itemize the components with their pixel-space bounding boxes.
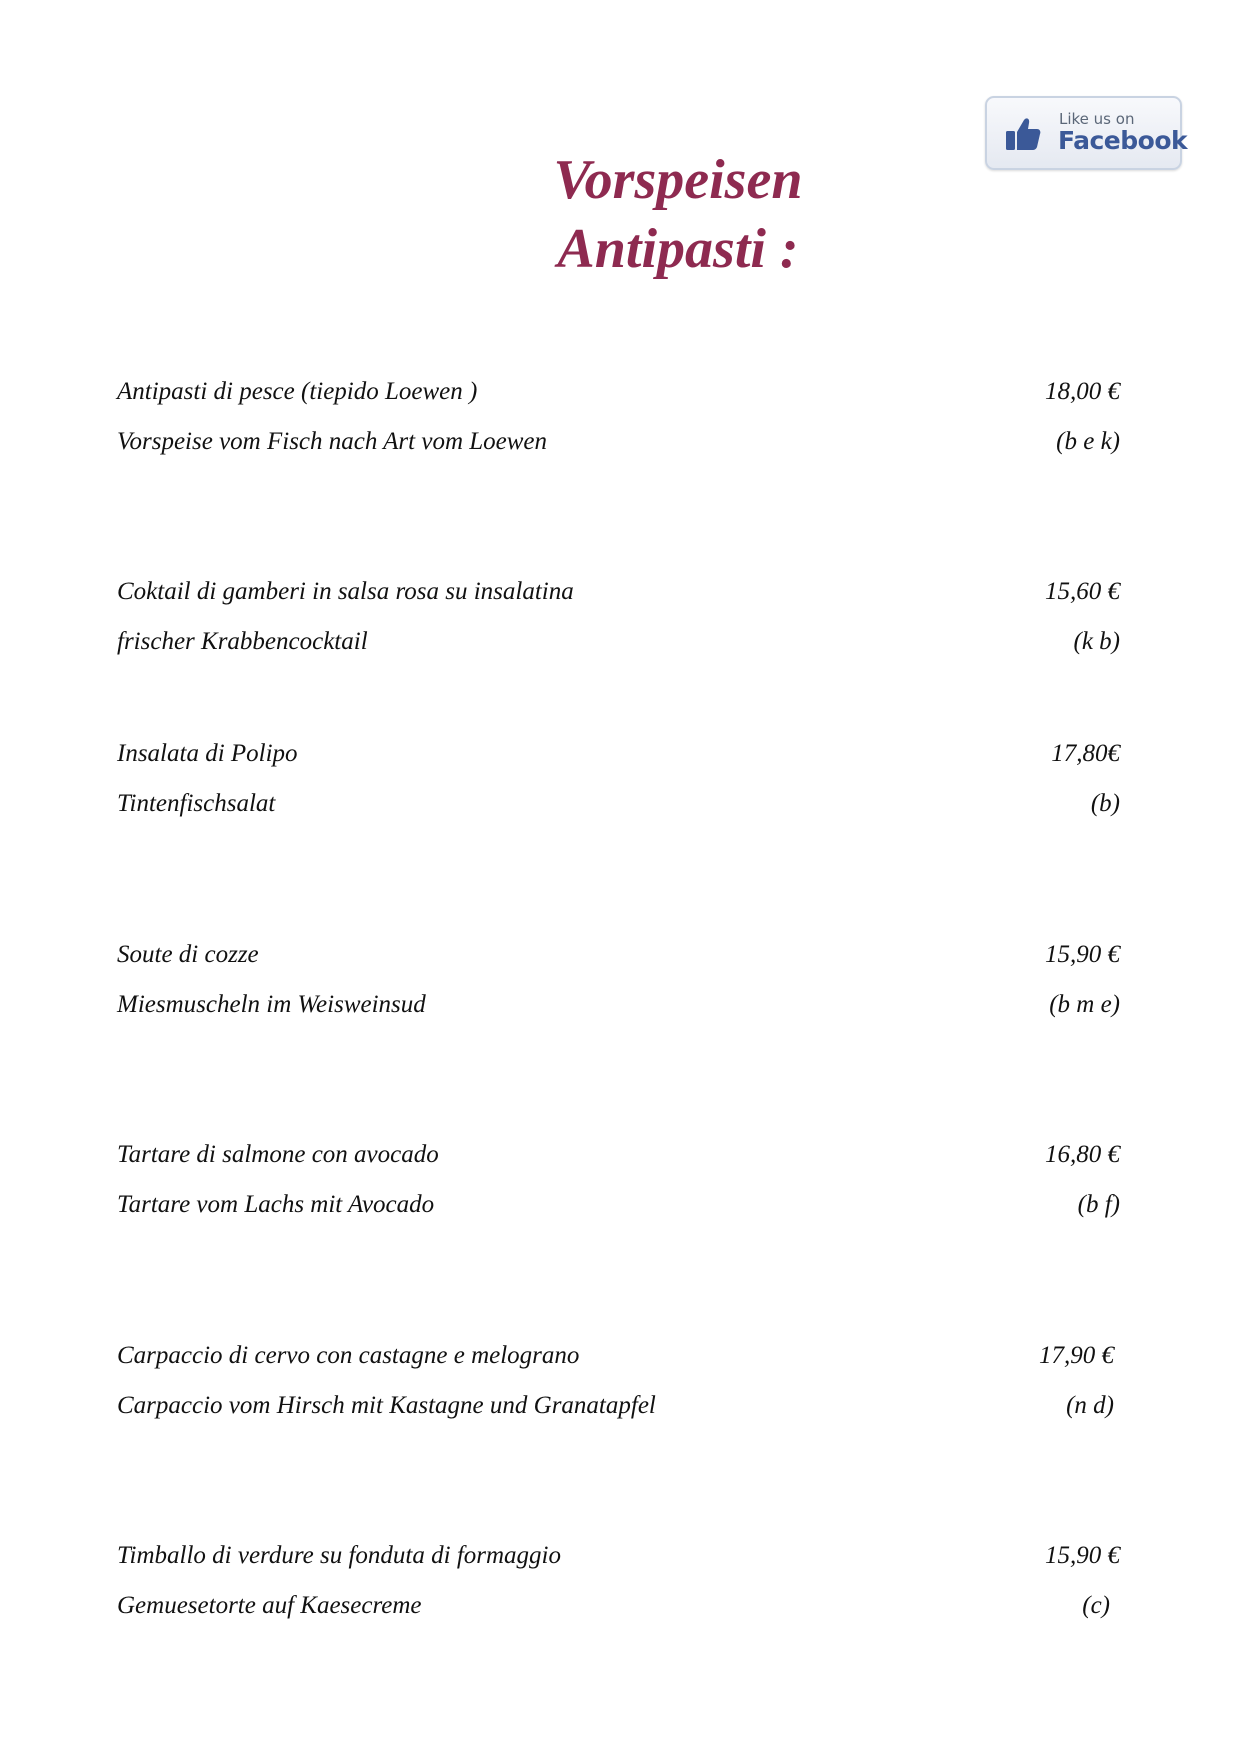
dish-price: 16,80 €: [1045, 1141, 1120, 1168]
dish-price: 15,60 €: [1045, 578, 1120, 605]
dish-name-italian: Tartare di salmone con avocado: [117, 1141, 439, 1168]
menu-item: [117, 1142, 1120, 1232]
dish-name-italian: Antipasti di pesce (tiepido Loewen ): [117, 378, 478, 405]
dish-price: 17,90 €: [1039, 1342, 1114, 1369]
facebook-like-button[interactable]: [985, 96, 1188, 170]
dish-name-italian: Insalata di Polipo: [117, 740, 298, 767]
dish-price: 15,90 €: [1045, 1542, 1120, 1569]
dish-name-italian: Coktail di gamberi in salsa rosa su insalatina: [117, 578, 574, 605]
dish-name-german: Gemuesetorte auf Kaesecreme: [117, 1592, 422, 1619]
dish-name-german: frischer Krabbencocktail: [117, 628, 368, 655]
dish-allergens: (n d): [1066, 1392, 1114, 1419]
dish-allergens: (b): [1090, 790, 1120, 817]
menu-item: [117, 741, 1120, 831]
dish-name-german: Carpaccio vom Hirsch mit Kastagne und Granatapfel: [117, 1392, 656, 1419]
dish-name-italian: Soute di cozze: [117, 941, 259, 968]
dish-name-german: Tartare vom Lachs mit Avocado: [117, 1191, 435, 1218]
dish-allergens: (b f): [1077, 1191, 1120, 1218]
menu-item: [117, 1543, 1120, 1633]
menu-item: [117, 579, 1120, 669]
menu-item: [117, 1343, 1120, 1433]
dish-price: 18,00 €: [1045, 378, 1120, 405]
dish-allergens: (b e k): [1056, 428, 1120, 455]
dish-allergens: (b m e): [1049, 991, 1120, 1018]
facebook-badge-logo-text: Facebook: [1058, 126, 1188, 155]
thumbs-up-icon: [1003, 114, 1043, 154]
facebook-badge-small-text: Like us on: [1059, 110, 1135, 128]
dish-price: 17,80€: [1051, 740, 1120, 767]
menu-subtitle: Antipasti :: [557, 218, 799, 280]
dish-name-italian: Timballo di verdure su fonduta di formaggio: [117, 1542, 561, 1569]
dish-name-german: Tintenfischsalat: [117, 790, 276, 817]
menu-title: Vorspeisen: [553, 149, 803, 211]
dish-allergens: (k b): [1073, 628, 1120, 655]
dish-name-german: Miesmuscheln im Weisweinsud: [117, 991, 426, 1018]
dish-allergens: (c): [1082, 1592, 1110, 1619]
menu-item: [117, 942, 1120, 1032]
dish-price: 15,90 €: [1045, 941, 1120, 968]
dish-name-german: Vorspeise vom Fisch nach Art vom Loewen: [117, 428, 548, 455]
dish-name-italian: Carpaccio di cervo con castagne e melograno: [117, 1342, 580, 1369]
menu-item: [117, 379, 1120, 469]
